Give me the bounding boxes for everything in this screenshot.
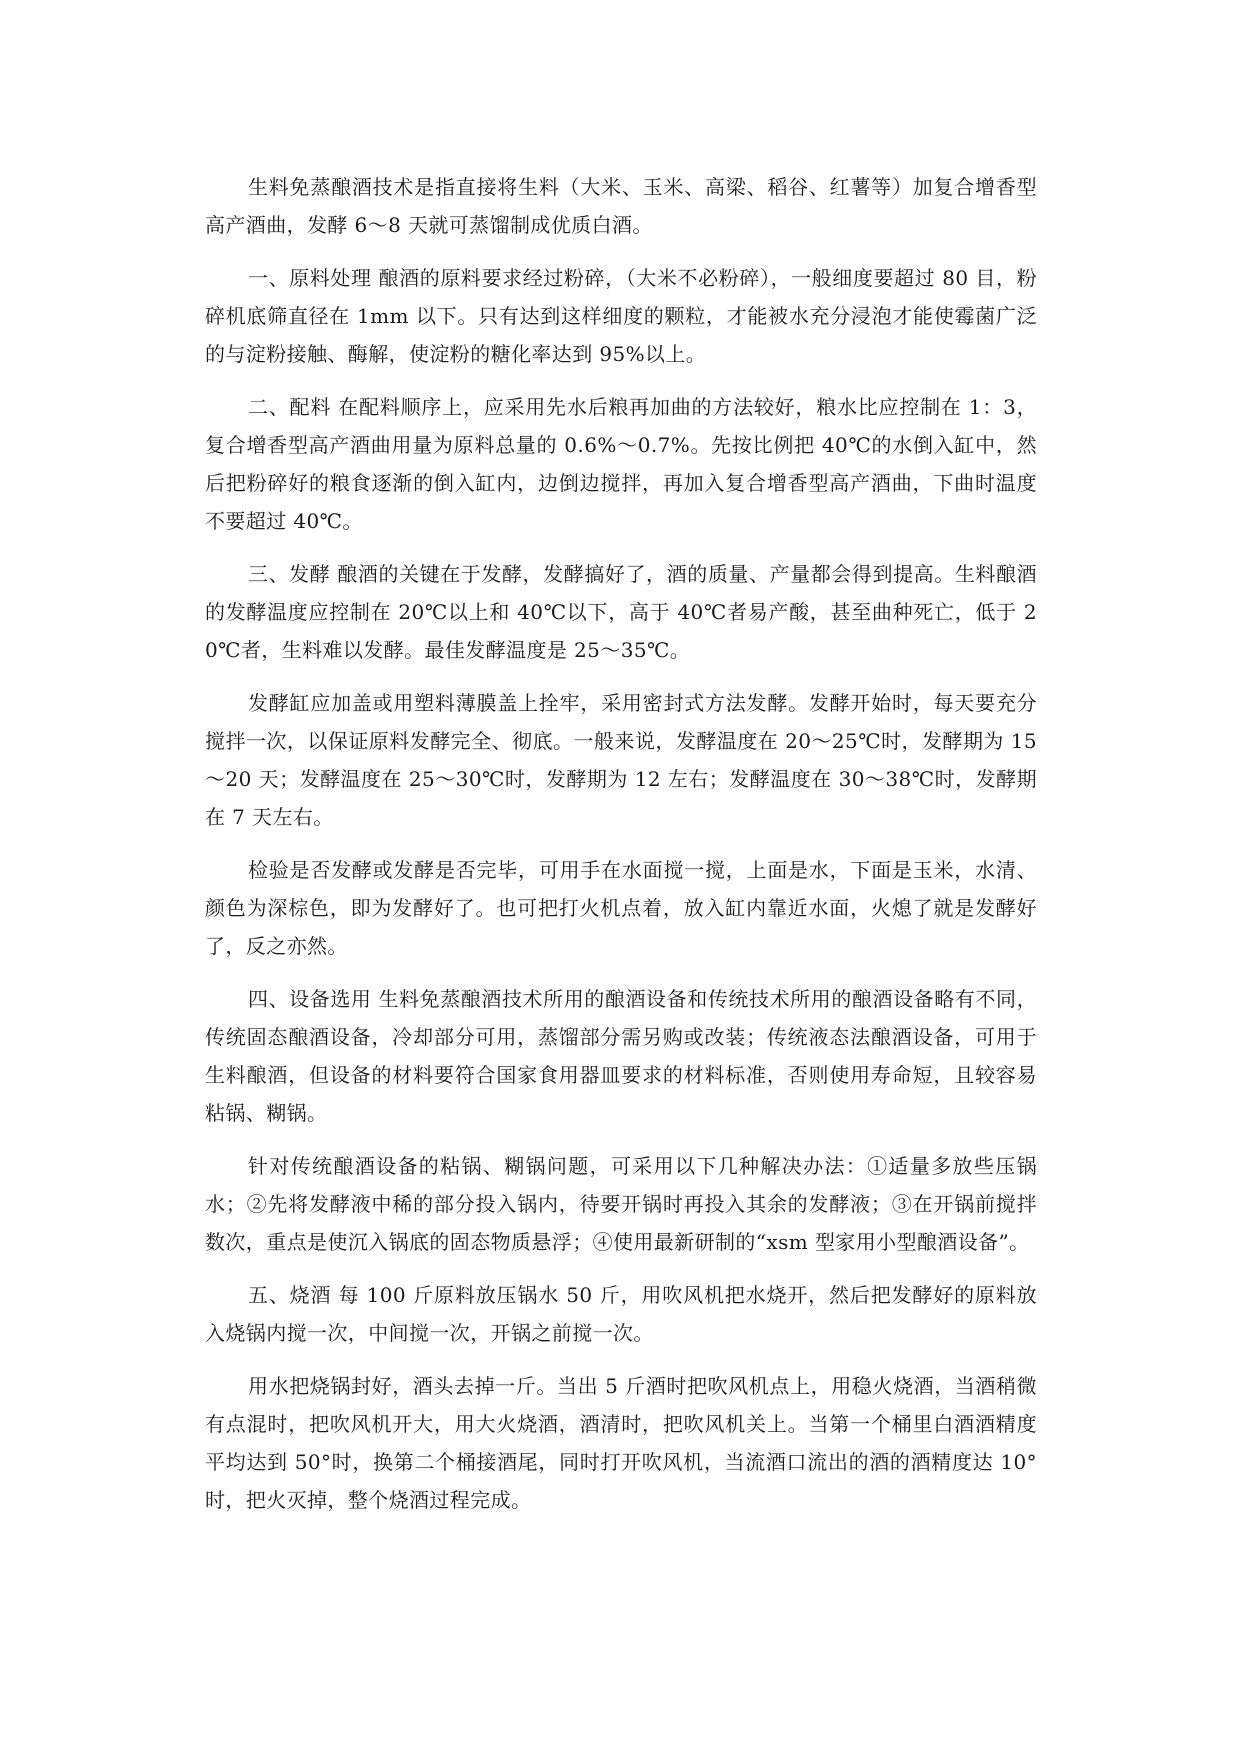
ingredients-paragraph: 二、配料 在配料顺序上，应采用先水后粮再加曲的方法较好，粮水比应控制在 1：3，复合增香型高产酒曲用量为原料总量的 0.6%～0.7%。先按比例把 40℃的水倒入缸中，然后把粉碎好的粮食逐渐的倒入缸内，边倒边搅拌，再加入复合增香型高产酒曲，下曲时温度不要超过 40℃。: [205, 395, 1037, 533]
fermentation-check-paragraph: 检验是否发酵或发酵是否完毕，可用手在水面搅一搅，上面是水，下面是玉米，水清、颜色为深棕色，即为发酵好了。也可把打火机点着，放入缸内靠近水面，火熄了就是发酵好了，反之亦然。: [205, 858, 1037, 958]
intro-paragraph: 生料免蒸酿酒技术是指直接将生料（大米、玉米、高梁、稻谷、红薯等）加复合增香型高产酒曲，发酵 6～8 天就可蒸馏制成优质白酒。: [205, 175, 1037, 237]
distilling-process-paragraph: 用水把烧锅封好，酒头去掉一斤。当出 5 斤酒时把吹风机点上，用稳火烧酒，当酒稍微有点混时，把吹风机开大，用大火烧酒，酒清时，把吹风机关上。当第一个桶里白酒酒精度平均达到 50°时，换第二个桶接酒尾，同时打开吹风机，当流酒口流出的酒的酒精度达 10°时，把火灭掉，整个烧酒过程完成。: [205, 1374, 1037, 1512]
document-body: [205, 168, 1037, 1534]
equipment-paragraph: 四、设备选用 生料免蒸酿酒技术所用的酿酒设备和传统技术所用的酿酒设备略有不同，传统固态酿酒设备，冷却部分可用，蒸馏部分需另购或改装；传统液态法酿酒设备，可用于生料酿酒，但设备的材料要符合国家食用器皿要求的材料标准，否则使用寿命短，且较容易粘锅、糊锅。: [205, 987, 1037, 1125]
distilling-paragraph: 五、烧酒 每 100 斤原料放压锅水 50 斤，用吹风机把水烧开，然后把发酵好的原料放入烧锅内搅一次，中间搅一次，开锅之前搅一次。: [205, 1283, 1037, 1345]
equipment-solutions-paragraph: 针对传统酿酒设备的粘锅、糊锅问题，可采用以下几种解决办法：①适量多放些压锅水；②先将发酵液中稀的部分投入锅内，待要开锅时再投入其余的发酵液；③在开锅前搅拌数次，重点是使沉入锅底的固态物质悬浮；④使用最新研制的“xsm 型家用小型酿酒设备”。: [205, 1154, 1037, 1254]
fermentation-vessel-paragraph: 发酵缸应加盖或用塑料薄膜盖上拴牢，采用密封式方法发酵。发酵开始时，每天要充分搅拌一次，以保证原料发酵完全、彻底。一般来说，发酵温度在 20～25℃时，发酵期为 15～20 天；发酵温度在 25～30℃时，发酵期为 12 左右；发酵温度在 30～38℃时，发酵期在 7 天左右。: [205, 691, 1037, 829]
raw-material-paragraph: 一、原料处理 酿酒的原料要求经过粉碎，（大米不必粉碎），一般细度要超过 80 目，粉碎机底筛直径在 1mm 以下。只有达到这样细度的颗粒，才能被水充分浸泡才能使霉菌广泛的与淀粉接触、酶解，使淀粉的糖化率达到 95%以上。: [205, 266, 1037, 366]
fermentation-paragraph: 三、发酵 酿酒的关键在于发酵，发酵搞好了，酒的质量、产量都会得到提高。生料酿酒的发酵温度应控制在 20℃以上和 40℃以下，高于 40℃者易产酸，甚至曲种死亡，低于 20℃者，生料难以发酵。最佳发酵温度是 25～35℃。: [205, 562, 1037, 662]
